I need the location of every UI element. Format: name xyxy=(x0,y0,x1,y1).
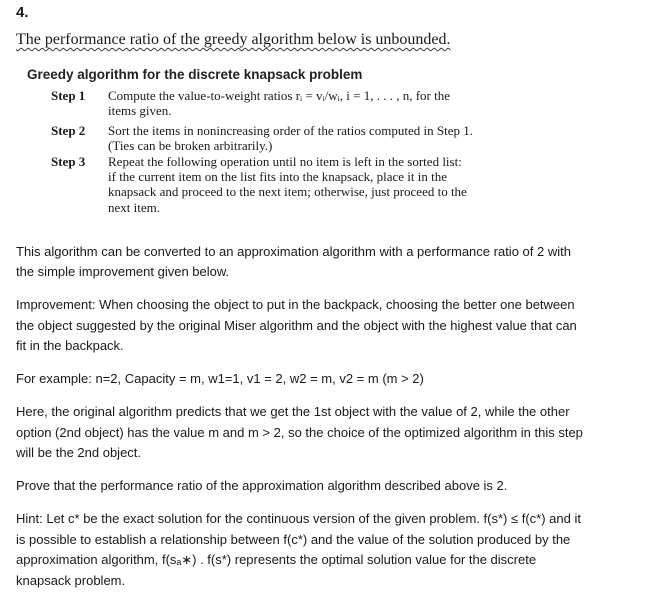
algorithm-title: Greedy algorithm for the discrete knapsack problem xyxy=(27,67,363,82)
step-1-text-line: Compute the value-to-weight ratios rᵢ = vᵢ/wᵢ, i = 1, . . . , n, for the xyxy=(108,88,451,103)
step-2-text-line: Sort the items in nonincreasing order of the ratios computed in Step 1. xyxy=(108,123,474,138)
question-number: 4. xyxy=(16,4,29,21)
step-3-text-line: Repeat the following operation until no item is left in the sorted list: xyxy=(108,154,462,169)
intro-statement: The performance ratio of the greedy algorithm below is unbounded. xyxy=(16,31,451,48)
step-3-label: Step 3 xyxy=(51,154,86,169)
step-3-text-line: if the current item on the list fits into the knapsack, place it in the xyxy=(108,169,447,184)
hint-paragraph-line: is possible to establish a relationship between f(c*) and the value of the solution produced by the xyxy=(16,532,571,547)
example-line: For example: n=2, Capacity = m, w1=1, v1 = 2, w2 = m, v2 = m (m > 2) xyxy=(16,371,424,386)
hint-paragraph-line: Hint: Let c* be the exact solution for the continuous version of the given problem. f(s*) ≤ f(c*) and it xyxy=(16,511,581,526)
hint-paragraph-line: approximation algorithm, f(sₐ∗) . f(s*) represents the optimal solution value for the discrete xyxy=(16,552,537,567)
step-1-text-line: items given. xyxy=(108,103,172,118)
approx-paragraph-line: the simple improvement given below. xyxy=(16,264,230,279)
step-2-text-line: (Ties can be broken arbitrarily.) xyxy=(108,138,273,153)
improvement-paragraph-line: the object suggested by the original Miser algorithm and the object with the highest value that can xyxy=(16,318,577,333)
explanation-paragraph-line: option (2nd object) has the value m and m > 2, so the choice of the optimized algorithm in this step xyxy=(16,425,583,440)
improvement-paragraph-line: Improvement: When choosing the object to put in the backpack, choosing the better one between xyxy=(16,297,575,312)
step-3-text-line: knapsack and proceed to the next item; otherwise, just proceed to the xyxy=(108,184,467,199)
step-2-label: Step 2 xyxy=(51,123,86,138)
explanation-paragraph-line: Here, the original algorithm predicts that we get the 1st object with the value of 2, while the other xyxy=(16,404,570,419)
approx-paragraph-line: This algorithm can be converted to an approximation algorithm with a performance ratio of 2 with xyxy=(16,244,571,259)
improvement-paragraph-line: fit in the backpack. xyxy=(16,338,124,353)
step-3-text-line: next item. xyxy=(108,200,160,215)
explanation-paragraph-line: will be the 2nd object. xyxy=(16,445,142,460)
prove-statement: Prove that the performance ratio of the approximation algorithm described above is 2. xyxy=(16,478,508,493)
hint-paragraph-line: knapsack problem. xyxy=(16,573,126,588)
step-1-label: Step 1 xyxy=(51,88,86,103)
